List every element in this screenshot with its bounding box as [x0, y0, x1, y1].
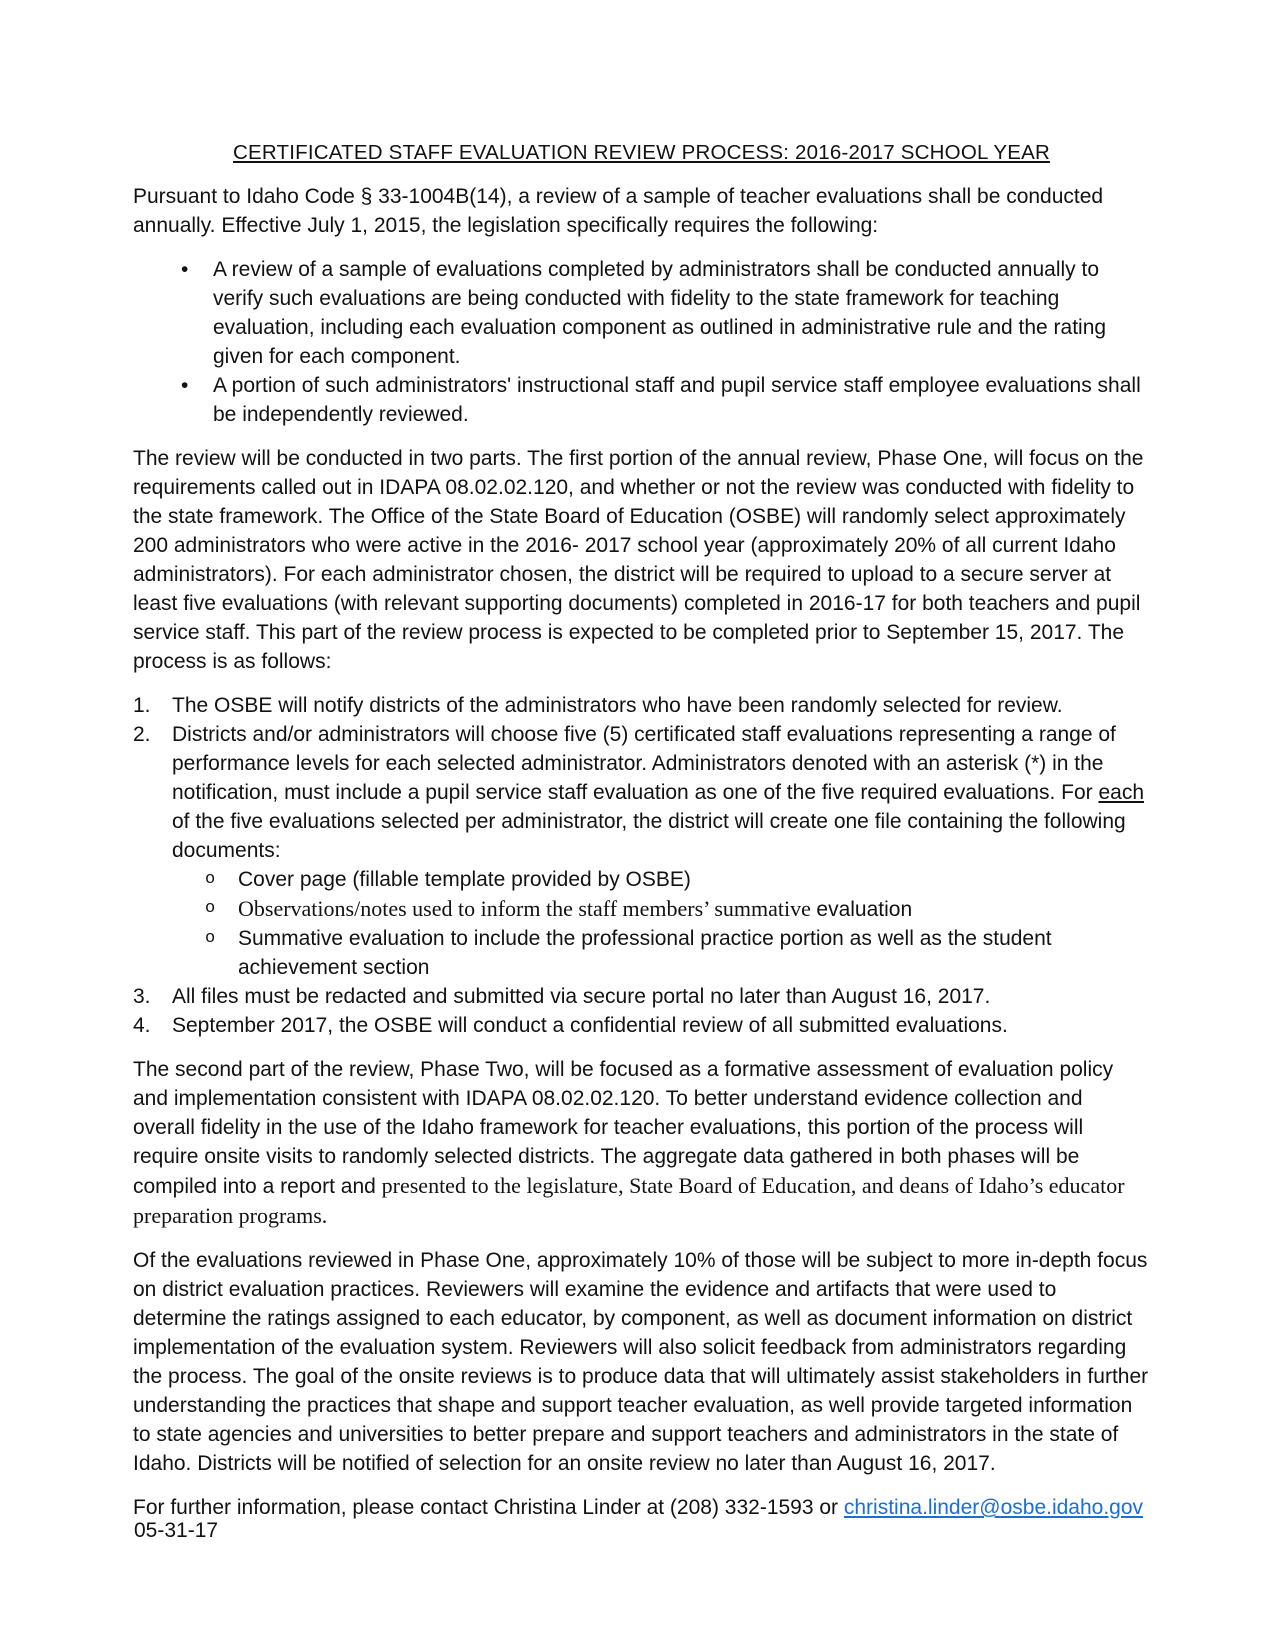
sub-bullet-item	[172, 865, 1150, 894]
step-number: 3.	[133, 985, 151, 1008]
step-2-text-part: Districts and/or administrators will choose five (5) certificated staff evaluations representing a range of performance levels for each selected administrator. Administrators denoted with an asterisk (*) in the notification, must include a pupil service staff evaluation as one of the five required evaluations. For	[172, 723, 1116, 804]
underlined-word: each	[1098, 781, 1145, 804]
list-item	[133, 371, 1150, 429]
phase-one-paragraph: The review will be conducted in two parts. The first portion of the annual review, Phase One, will focus on the requirements called out in IDAPA 08.02.02.120, and whether or not the review was conducted with fidelity to the state framework. The Office of the State Board of Education (OSBE) will randomly select approximately 200 administrators who were active in the 2016- 2017 school year (approximately 20% of all current Idaho administrators). For each administrator chosen, the district will be required to upload to a secure server at least five evaluations (with relevant supporting documents) completed in 2016-17 for both teachers and pupil service staff. This part of the review process is expected to be completed prior to September 15, 2017. The process is as follows:	[133, 447, 1144, 673]
contact-paragraph	[133, 1493, 1150, 1522]
contact-email-link[interactable]: christina.linder@osbe.idaho.gov	[843, 1496, 1144, 1519]
step-text	[172, 720, 1150, 982]
step-2	[133, 720, 1150, 982]
process-steps-list	[133, 691, 1150, 1040]
legislation-bullet-list	[133, 255, 1150, 429]
sub-bullet-text	[238, 894, 1150, 924]
step-number: 4.	[133, 1014, 151, 1037]
step-3	[133, 982, 1150, 1011]
step-text: September 2017, the OSBE will conduct a confidential review of all submitted evaluations.	[172, 1014, 1008, 1037]
step-1	[133, 691, 1150, 720]
page-title: CERTIFICATED STAFF EVALUATION REVIEW PROCESS: 2016-2017 SCHOOL YEAR	[233, 141, 1050, 164]
bullet-icon: •	[181, 258, 189, 281]
step-4	[133, 1011, 1150, 1040]
sub-bullet-item	[172, 894, 1150, 924]
footer-date: 05-31-17	[134, 1519, 219, 1542]
bullet-text: A review of a sample of evaluations completed by administrators shall be conducted annually to verify such evaluations are being conducted with fidelity to the state framework for teaching evaluation, including each evaluation component as outlined in administrative rule and the rating given for each component.	[213, 258, 1107, 368]
step-text: All files must be redacted and submitted via secure portal no later than August 16, 2017.	[172, 985, 991, 1008]
step-2-text-part: of the five evaluations selected per administrator, the district will create one file containing the following documents:	[172, 810, 1126, 862]
step-number: 1.	[133, 694, 151, 717]
sub-bullet-text: Cover page (fillable template provided by OSBE)	[238, 868, 691, 891]
sans-text-segment: The second part of the review, Phase Two, will be focused as a formative assessment of evaluation policy and implementation consistent with IDAPA 08.02.02.120. To better understand evidence collection and overall fidelity in the use of the Idaho framework for teacher evaluations, this portion of the process will require onsite visits to randomly selected districts. The aggregate data gathered in both phases will be compiled into a report and	[133, 1058, 1114, 1198]
circle-bullet-icon: o	[205, 929, 216, 948]
contact-text: For further information, please contact Christina Linder at (208) 332-1593 or	[133, 1496, 844, 1519]
step-number: 2.	[133, 723, 151, 746]
step-text: The OSBE will notify districts of the administrators who have been randomly selected for review.	[172, 694, 1063, 717]
circle-bullet-icon: o	[205, 870, 216, 889]
serif-text-segment: Observations/notes used to inform the staff members’ summative	[238, 896, 817, 921]
onsite-review-paragraph: Of the evaluations reviewed in Phase One, approximately 10% of those will be subject to more in-depth focus on district evaluation practices. Reviewers will examine the evidence and artifacts that were used to determine the ratings assigned to each educator, by component, as well as document information on district implementation of the evaluation system. Reviewers will also solicit feedback from administrators regarding the process. The goal of the onsite reviews is to produce data that will ultimately assist stakeholders in further understanding the practices that shape and support teacher evaluation, as well provide targeted information to state agencies and universities to better prepare and support teachers and administrators in the state of Idaho. Districts will be notified of selection for an onsite review no later than August 16, 2017.	[133, 1249, 1149, 1475]
circle-bullet-icon: o	[205, 899, 216, 918]
list-item	[133, 255, 1150, 371]
intro-paragraph: Pursuant to Idaho Code § 33-1004B(14), a review of a sample of teacher evaluations shall be conducted annually. Effective July 1, 2015, the legislation specifically requires the following:	[133, 185, 1104, 237]
phase-two-paragraph	[133, 1055, 1150, 1231]
required-documents-sublist	[172, 865, 1150, 982]
bullet-text: A portion of such administrators' instructional staff and pupil service staff employee evaluations shall be independently reviewed.	[213, 374, 1141, 426]
bullet-icon: •	[181, 374, 189, 397]
serif-text-segment: presented to the legislature, State Board of Education, and deans of Idaho’s educator preparation programs.	[133, 1173, 1125, 1228]
sub-bullet-item	[172, 924, 1150, 982]
sans-text-segment: evaluation	[816, 898, 913, 921]
sub-bullet-text: Summative evaluation to include the professional practice portion as well as the student achievement section	[238, 927, 1052, 979]
